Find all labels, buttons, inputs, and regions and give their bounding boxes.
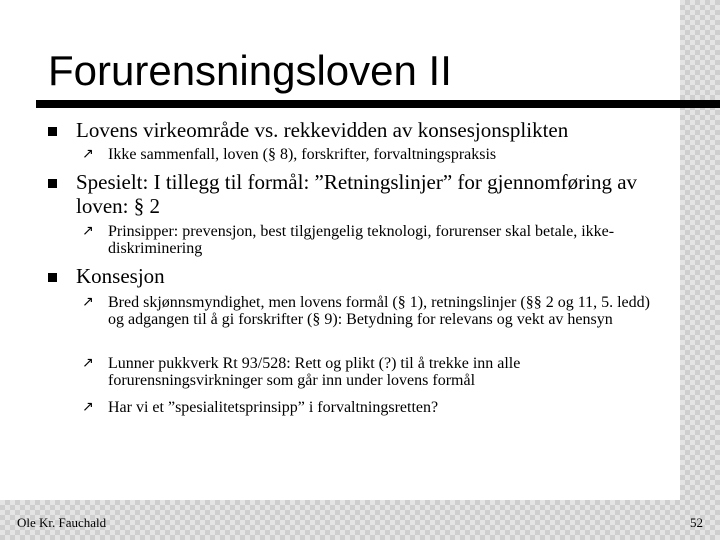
square-bullet-icon bbox=[48, 179, 57, 188]
footer-band bbox=[0, 500, 720, 540]
sub-bullet-text: Har vi et ”spesialitetsprinsipp” i forvaltningsretten? bbox=[108, 399, 439, 416]
arrow-bullet-icon: ↗ bbox=[82, 223, 94, 239]
footer-author: Ole Kr. Fauchald bbox=[17, 515, 107, 530]
arrow-bullet-icon: ↗ bbox=[82, 294, 94, 310]
arrow-bullet-icon: ↗ bbox=[82, 355, 94, 371]
slide-title: Forurensningsloven II bbox=[48, 47, 452, 94]
bullet-text: Spesielt: I tillegg til formål: ”Retningslinjer” for gjennomføring av loven: § 2 bbox=[76, 170, 638, 218]
arrow-bullet-icon: ↗ bbox=[82, 399, 94, 415]
square-bullet-icon bbox=[48, 127, 57, 136]
square-bullet-icon bbox=[48, 273, 57, 282]
sub-bullet-text: Prinsipper: prevensjon, best tilgjengelig teknologi, forurenser skal betale, ikke-diskriminering bbox=[108, 223, 615, 257]
bullet-text: Konsesjon bbox=[76, 264, 165, 288]
title-divider bbox=[36, 100, 720, 108]
bullet-text: Lovens virkeområde vs. rekkevidden av konsesjonsplikten bbox=[76, 118, 569, 142]
sub-bullet-text: Ikke sammenfall, loven (§ 8), forskrifter, forvaltningspraksis bbox=[108, 146, 497, 163]
arrow-bullet-icon: ↗ bbox=[82, 146, 94, 162]
decorative-side-pattern bbox=[680, 0, 720, 540]
page-number: 52 bbox=[690, 515, 703, 530]
sub-bullet-text: Bred skjønnsmyndighet, men lovens formål (§ 1), retningslinjer (§§ 2 og 11, 5. ledd) og adgangen til å gi forskrifter (§ 9): Betydning for relevans og vekt av hensyn bbox=[108, 294, 650, 328]
sub-bullet-text: Lunner pukkverk Rt 93/528: Rett og plikt (?) til å trekke inn alle forurensningsvirkninger som går inn under lovens formål bbox=[108, 355, 521, 389]
